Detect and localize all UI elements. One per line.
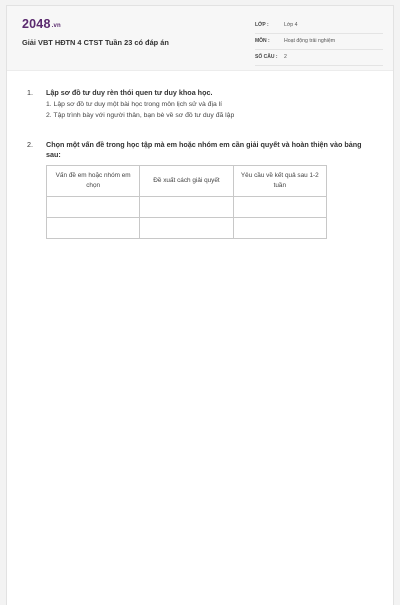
meta-row-class <box>255 19 383 34</box>
meta-label: SỐ CÂU : <box>255 54 278 60</box>
meta-row-subject <box>255 35 383 50</box>
question-item: 1. Lập sơ đồ tư duy một bài học trong môn lịch sử và địa lí <box>46 101 223 108</box>
table-row <box>47 218 327 239</box>
document-header <box>7 6 393 71</box>
question-number: 2. <box>27 140 33 149</box>
meta-label: MÔN : <box>255 38 270 44</box>
site-logo[interactable] <box>22 17 61 31</box>
table-cell[interactable] <box>233 197 326 218</box>
question-number: 1. <box>27 88 33 97</box>
logo-suffix: .vn <box>51 23 61 29</box>
question-item: 2. Tập trình bày với người thân, bạn bè về sơ đồ tư duy đã lập <box>46 112 235 119</box>
meta-value: 2 <box>284 54 287 60</box>
meta-label: LỚP : <box>255 22 269 28</box>
logo-text: 2048 <box>22 17 51 31</box>
table-cell[interactable] <box>47 218 140 239</box>
question-title: Chọn một vấn đề trong học tập mà em hoặc nhóm em cần giải quyết và hoàn thiện vào bảng sau: <box>46 140 362 159</box>
meta-row-count <box>255 51 383 66</box>
table-header-cell: Yêu cầu về kết quả sau 1-2 tuần <box>233 166 326 197</box>
meta-value: Hoạt động trải nghiệm <box>284 38 336 44</box>
table-header-row <box>47 166 327 197</box>
table-header-cell: Vấn đề em hoặc nhóm em chọn <box>47 166 140 197</box>
document-title: Giải VBT HĐTN 4 CTST Tuần 23 có đáp án <box>22 38 169 47</box>
table-row <box>47 197 327 218</box>
table-cell[interactable] <box>233 218 326 239</box>
question-title: Lập sơ đồ tư duy rèn thói quen tư duy khoa học. <box>46 88 213 97</box>
document-sheet <box>6 5 394 605</box>
table-cell[interactable] <box>140 218 233 239</box>
meta-value: Lớp 4 <box>284 22 298 28</box>
table-cell[interactable] <box>140 197 233 218</box>
table-cell[interactable] <box>47 197 140 218</box>
answer-table <box>46 165 327 239</box>
table-header-cell: Đề xuất cách giải quyết <box>140 166 233 197</box>
